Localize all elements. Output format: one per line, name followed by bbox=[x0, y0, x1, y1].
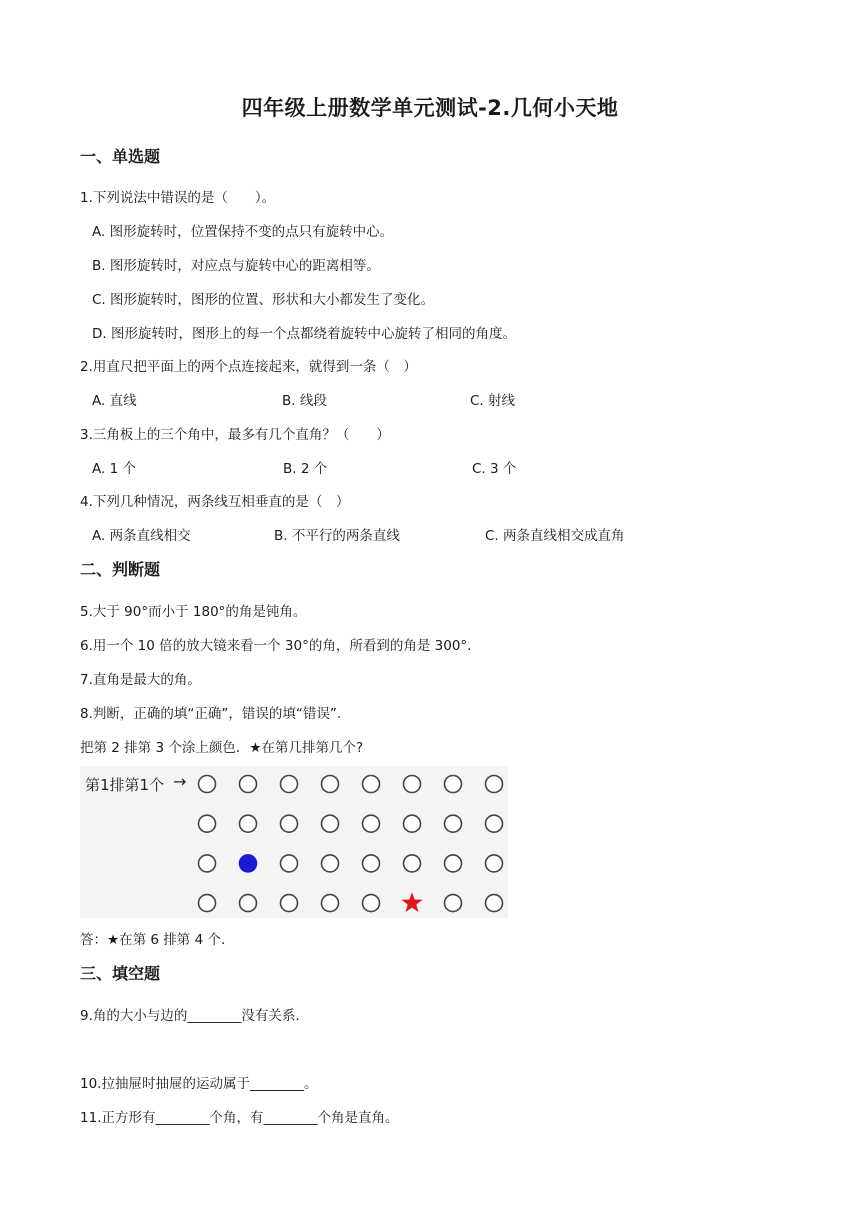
question-8-answer: 答：★在第 6 排第 4 个. bbox=[80, 932, 226, 948]
seat-circle bbox=[322, 855, 339, 872]
question-1-option-b: B. 图形旋转时，对应点与旋转中心的距离相等。 bbox=[92, 258, 380, 274]
question-3-option-a: A. 1 个 bbox=[92, 461, 136, 477]
question-2-option-b: B. 线段 bbox=[282, 393, 327, 409]
seat-circle bbox=[199, 855, 216, 872]
question-2-stem: 2.用直尺把平面上的两个点连接起来，就得到一条（ ） bbox=[80, 359, 417, 375]
section-heading-fill-blank: 三、填空题 bbox=[80, 964, 161, 983]
seat-circle bbox=[363, 815, 380, 832]
seat-circle bbox=[240, 776, 257, 793]
seat-circle bbox=[445, 855, 462, 872]
seat-circle bbox=[199, 776, 216, 793]
question-1-option-c: C. 图形旋转时，图形的位置、形状和大小都发生了变化。 bbox=[92, 292, 435, 308]
seat-circle bbox=[404, 855, 421, 872]
question-4-stem: 4.下列几种情况，两条线互相垂直的是（ ） bbox=[80, 494, 350, 510]
seat-circle bbox=[281, 815, 298, 832]
filled-seat-circle bbox=[240, 855, 257, 872]
seat-circle bbox=[281, 895, 298, 912]
question-5: 5.大于 90°而小于 180°的角是钝角。 bbox=[80, 604, 307, 620]
question-2-option-c: C. 射线 bbox=[470, 393, 516, 409]
question-3-option-b: B. 2 个 bbox=[283, 461, 328, 477]
arrow-right-icon: → bbox=[173, 772, 187, 791]
section-heading-true-false: 二、判断题 bbox=[80, 560, 161, 579]
seat-circle bbox=[240, 815, 257, 832]
figure-start-label: 第1排第1个 bbox=[85, 776, 165, 794]
seat-circle bbox=[445, 815, 462, 832]
seat-circle bbox=[486, 776, 503, 793]
question-3-option-c: C. 3 个 bbox=[472, 461, 517, 477]
seat-circle bbox=[281, 776, 298, 793]
seat-circle bbox=[486, 895, 503, 912]
question-4-option-a: A. 两条直线相交 bbox=[92, 528, 191, 544]
star-icon bbox=[402, 892, 423, 912]
seat-circle bbox=[322, 776, 339, 793]
question-2-option-a: A. 直线 bbox=[92, 393, 137, 409]
seat-circle bbox=[445, 776, 462, 793]
page-title: 四年级上册数学单元测试-2.几何小天地 bbox=[241, 96, 619, 120]
seat-circle bbox=[199, 815, 216, 832]
question-9: 9.角的大小与边的________没有关系. bbox=[80, 1008, 300, 1024]
question-4-option-b: B. 不平行的两条直线 bbox=[274, 528, 400, 544]
seat-circle bbox=[322, 895, 339, 912]
seat-circle bbox=[240, 895, 257, 912]
seat-circle bbox=[281, 855, 298, 872]
question-4-option-c: C. 两条直线相交成直角 bbox=[485, 528, 625, 544]
seat-circle bbox=[445, 895, 462, 912]
question-7: 7.直角是最大的角。 bbox=[80, 672, 201, 688]
seat-grid-figure bbox=[80, 766, 508, 918]
section-heading-single-choice: 一、单选题 bbox=[80, 147, 161, 166]
seat-circle bbox=[486, 815, 503, 832]
question-1-option-d: D. 图形旋转时，图形上的每一个点都绕着旋转中心旋转了相同的角度。 bbox=[92, 326, 516, 342]
question-11: 11.正方形有________个角，有________个角是直角。 bbox=[80, 1110, 399, 1126]
question-10: 10.拉抽屉时抽屉的运动属于________。 bbox=[80, 1076, 318, 1092]
seat-circle bbox=[363, 855, 380, 872]
seat-circle bbox=[363, 776, 380, 793]
seat-circle bbox=[199, 895, 216, 912]
question-3-stem: 3.三角板上的三个角中，最多有几个直角？（ ） bbox=[80, 427, 390, 443]
seat-circle bbox=[486, 855, 503, 872]
seat-circle bbox=[404, 776, 421, 793]
question-8-stem: 8.判断，正确的填“正确”，错误的填“错误”. bbox=[80, 706, 342, 722]
question-8-instruction: 把第 2 排第 3 个涂上颜色．★在第几排第几个? bbox=[80, 740, 364, 756]
question-6: 6.用一个 10 倍的放大镜来看一个 30°的角，所看到的角是 300°. bbox=[80, 638, 472, 654]
seat-circle bbox=[404, 815, 421, 832]
question-1-option-a: A. 图形旋转时，位置保持不变的点只有旋转中心。 bbox=[92, 224, 394, 240]
seat-circle bbox=[363, 895, 380, 912]
seat-circle bbox=[322, 815, 339, 832]
question-1-stem: 1.下列说法中错误的是（ ）。 bbox=[80, 190, 276, 206]
